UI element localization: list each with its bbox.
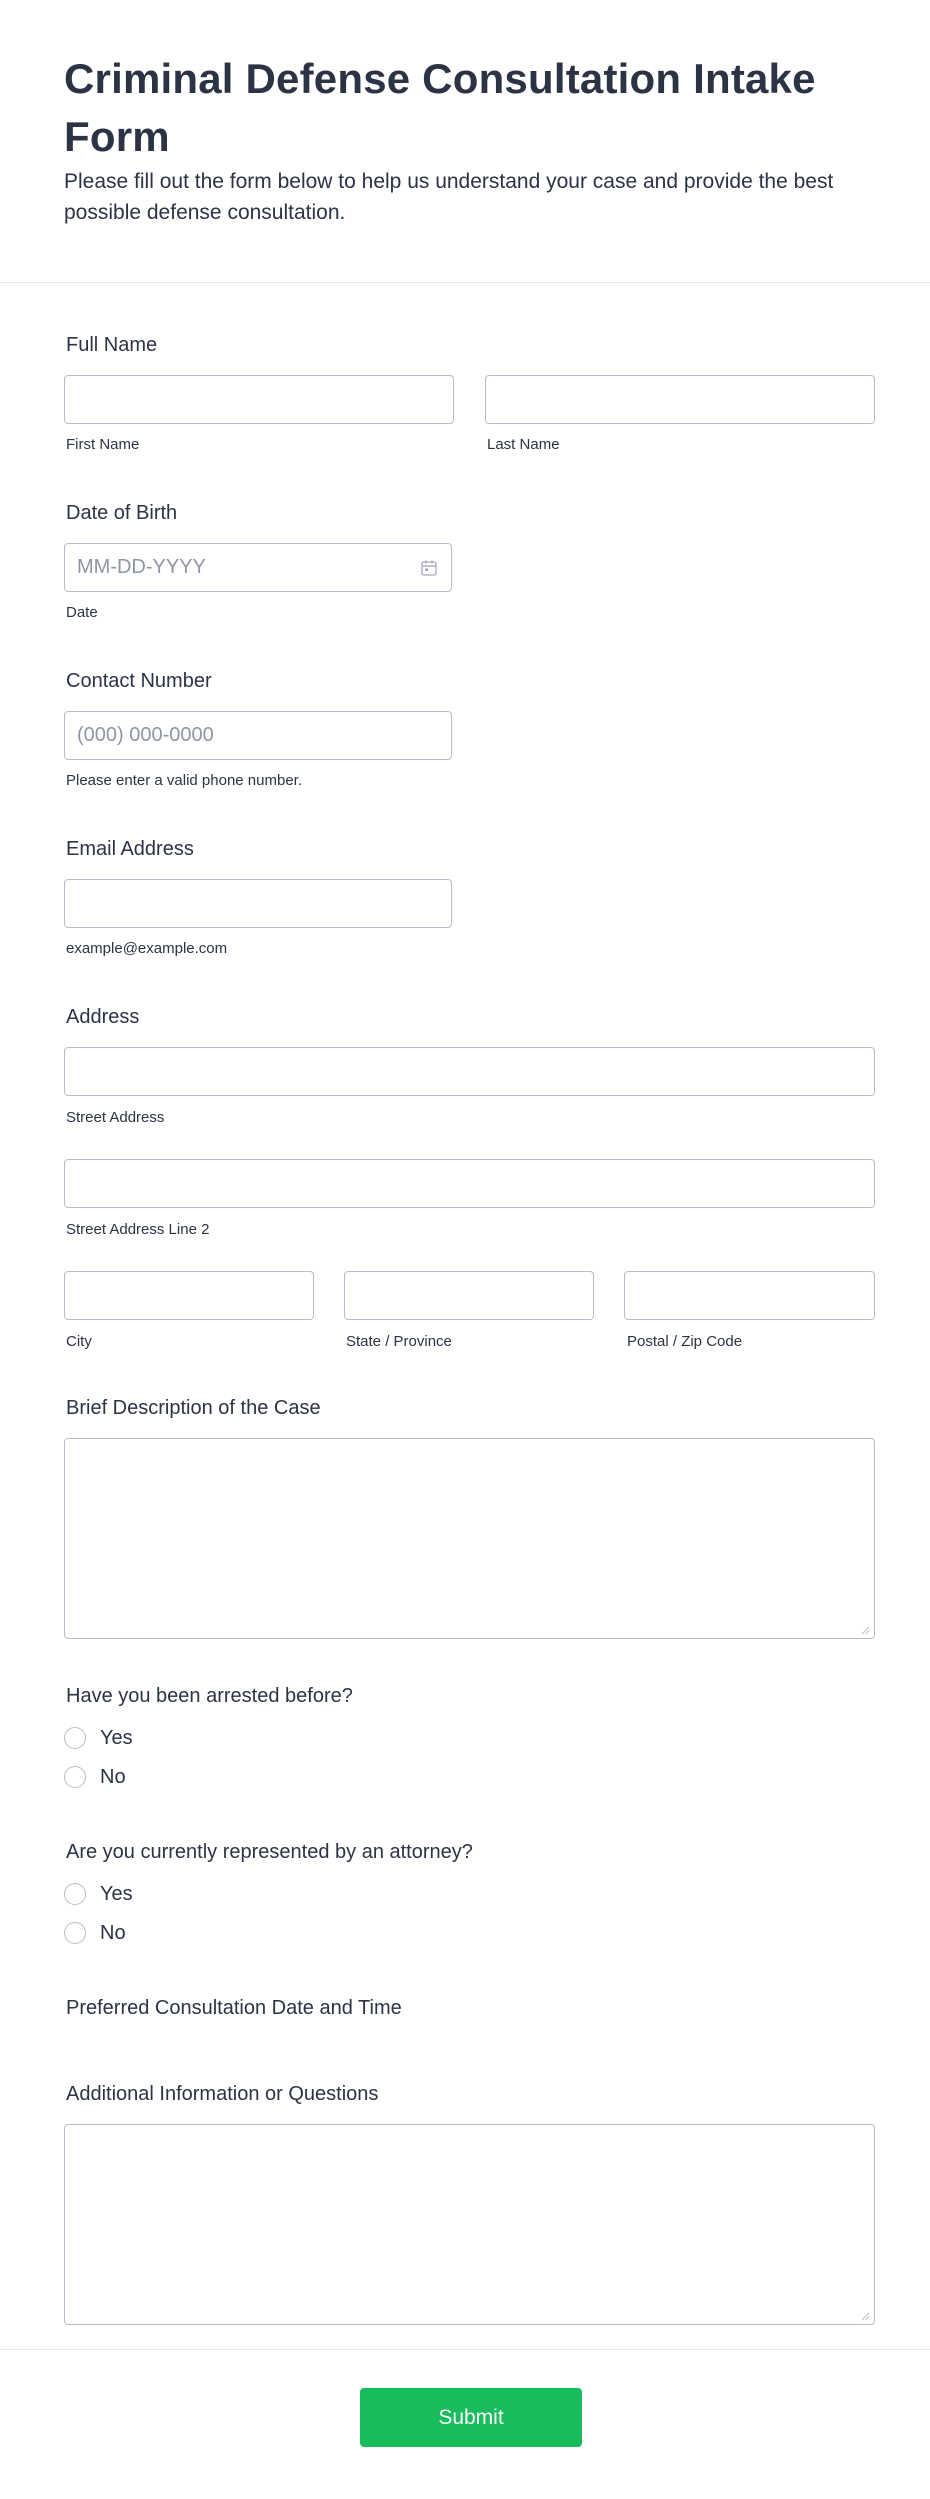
zip-code-sublabel: Postal / Zip Code — [627, 1333, 743, 1350]
case-description-label: Brief Description of the Case — [66, 1397, 321, 1419]
last-name-sublabel: Last Name — [487, 436, 560, 453]
represented-yes-option[interactable] — [64, 1881, 133, 1907]
email-input[interactable] — [64, 879, 452, 928]
state-sublabel: State / Province — [346, 1333, 452, 1350]
first-name-sublabel: First Name — [66, 436, 140, 453]
date-of-birth-label: Date of Birth — [66, 502, 178, 524]
radio-label: No — [100, 1765, 126, 1788]
street-address-sublabel: Street Address — [66, 1109, 165, 1126]
form-header — [0, 0, 930, 283]
additional-info-label: Additional Information or Questions — [66, 2083, 379, 2105]
contact-number-input[interactable] — [64, 711, 452, 760]
radio-button[interactable] — [64, 1922, 86, 1944]
resize-grip-icon[interactable] — [860, 2311, 870, 2321]
email-label: Email Address — [66, 838, 194, 860]
street-address-line2-sublabel: Street Address Line 2 — [66, 1221, 210, 1238]
radio-label: Yes — [100, 1726, 133, 1749]
submit-button[interactable]: Submit — [360, 2388, 582, 2447]
first-name-input[interactable] — [64, 375, 454, 424]
resize-grip-icon[interactable] — [860, 1625, 870, 1635]
date-of-birth-input[interactable] — [64, 543, 452, 592]
calendar-icon[interactable] — [420, 559, 438, 577]
full-name-label: Full Name — [66, 334, 158, 356]
date-sublabel: Date — [66, 604, 98, 621]
state-input[interactable] — [344, 1271, 594, 1320]
phone-sublabel: Please enter a valid phone number. — [66, 772, 302, 789]
form-footer — [0, 2349, 930, 2499]
radio-label: No — [100, 1921, 126, 1944]
form-title: Criminal Defense Consultation Intake Form — [64, 55, 816, 160]
form-description: Please fill out the form below to help us understand your case and provide the best possible defense consultation. — [64, 170, 834, 224]
street-address-line2-input[interactable] — [64, 1159, 875, 1208]
arrested-no-option[interactable] — [64, 1764, 126, 1790]
represented-label: Are you currently represented by an attorney? — [66, 1841, 473, 1863]
address-label: Address — [66, 1006, 140, 1028]
arrested-yes-option[interactable] — [64, 1725, 133, 1751]
city-input[interactable] — [64, 1271, 314, 1320]
additional-info-textarea[interactable] — [64, 2124, 875, 2325]
zip-code-input[interactable] — [624, 1271, 875, 1320]
case-description-textarea[interactable] — [64, 1438, 875, 1639]
arrested-before-label: Have you been arrested before? — [66, 1685, 353, 1707]
street-address-input[interactable] — [64, 1047, 875, 1096]
consultation-datetime-label: Preferred Consultation Date and Time — [66, 1997, 402, 2019]
city-sublabel: City — [66, 1333, 92, 1350]
radio-button[interactable] — [64, 1766, 86, 1788]
represented-no-option[interactable] — [64, 1920, 126, 1946]
contact-number-label: Contact Number — [66, 670, 212, 692]
radio-button[interactable] — [64, 1727, 86, 1749]
last-name-input[interactable] — [485, 375, 875, 424]
radio-label: Yes — [100, 1882, 133, 1905]
form-body — [0, 283, 930, 2353]
email-sublabel: example@example.com — [66, 940, 228, 957]
radio-button[interactable] — [64, 1883, 86, 1905]
